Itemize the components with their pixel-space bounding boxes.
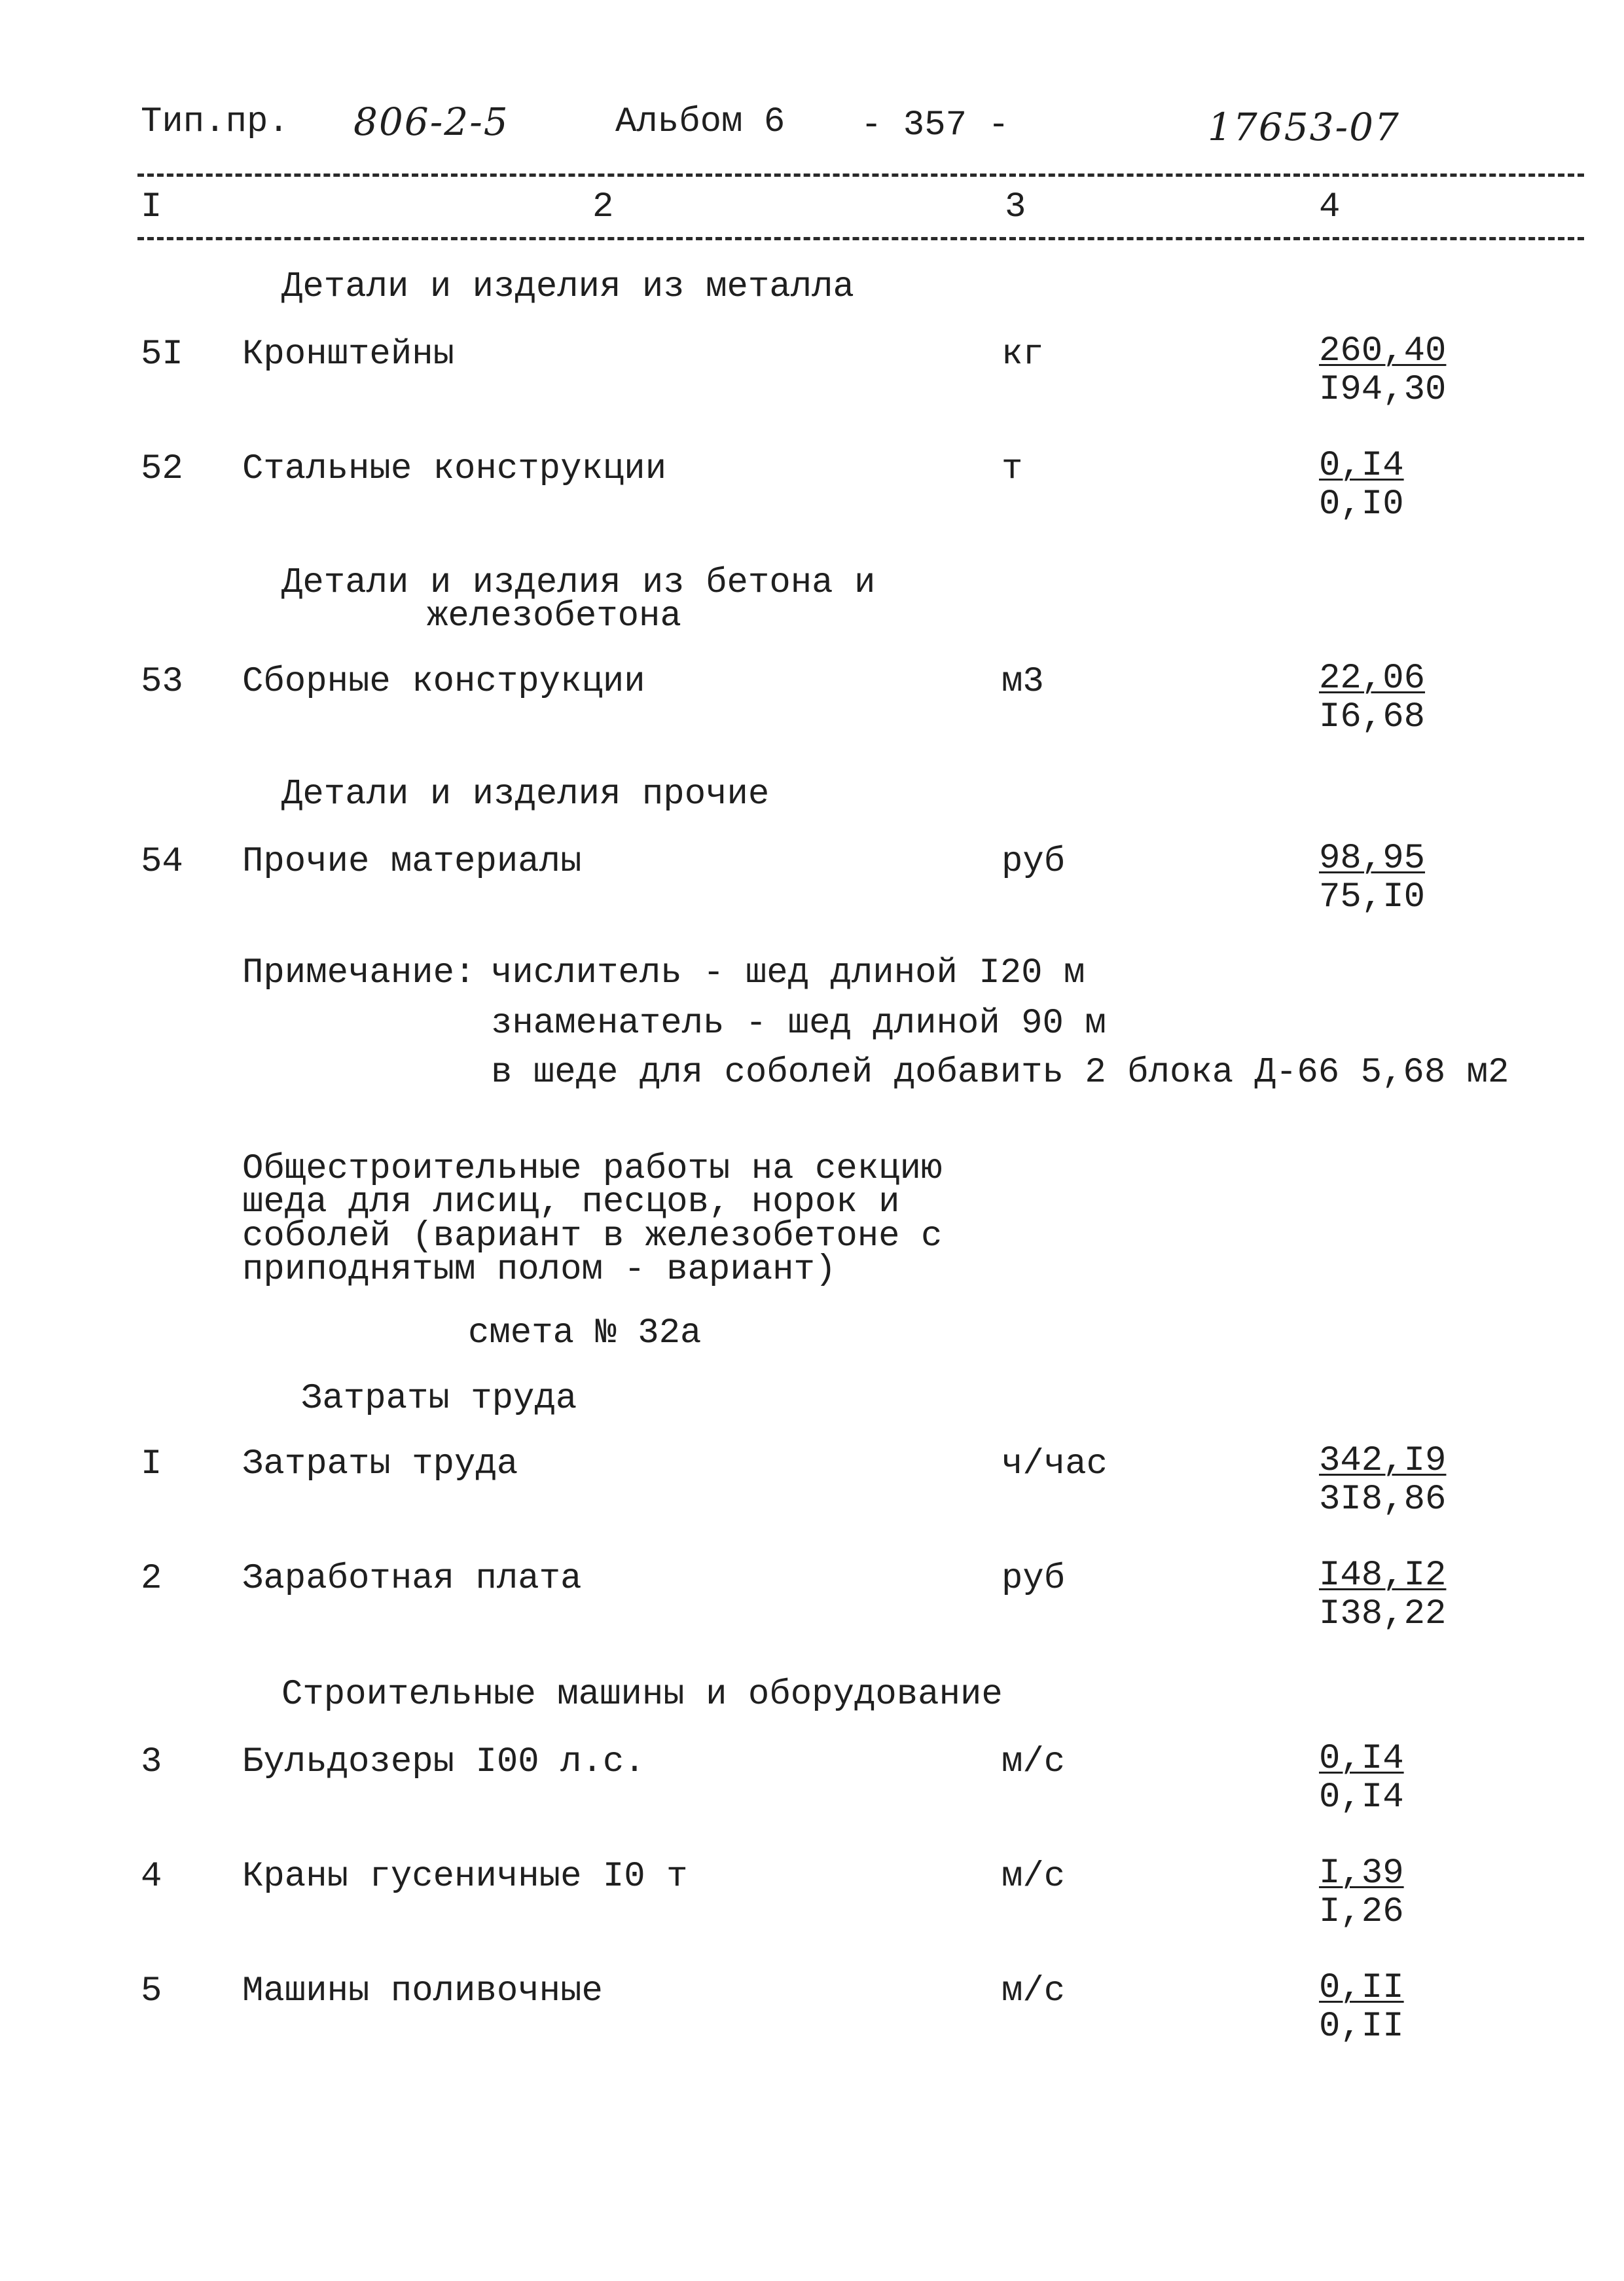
section-heading-concrete [281, 563, 876, 637]
header-divider-bottom [137, 237, 1584, 240]
row-number: 3 [141, 1742, 162, 1782]
row-value [1319, 659, 1463, 737]
value-numerator: I,39 [1319, 1853, 1404, 1893]
column-header-1: I [141, 187, 162, 227]
value-denominator: I38,22 [1319, 1594, 1447, 1635]
row-name: Заработная плата [242, 1559, 582, 1599]
value-numerator: 0,I4 [1319, 1739, 1404, 1779]
value-denominator: I,26 [1319, 1892, 1404, 1933]
row-value [1319, 1556, 1463, 1634]
header-divider-top [137, 173, 1584, 177]
row-value [1319, 1442, 1463, 1520]
row-number: 54 [141, 842, 183, 882]
value-numerator: 0,II [1319, 1968, 1404, 2008]
value-numerator: 22,06 [1319, 659, 1426, 699]
row-number: 2 [141, 1559, 162, 1599]
value-denominator: I94,30 [1319, 370, 1447, 411]
value-denominator: 75,I0 [1319, 877, 1426, 918]
row-name: Краны гусеничные I0 т [242, 1857, 688, 1897]
value-numerator: 342,I9 [1319, 1441, 1447, 1481]
row-name: Прочие материалы [242, 842, 582, 882]
row-name: Машины поливочные [242, 1971, 603, 2011]
value-denominator: 0,I0 [1319, 484, 1404, 525]
section-heading-machines: Строительные машины и оборудование [281, 1675, 1003, 1715]
value-denominator: 0,II [1319, 2007, 1404, 2047]
note-line: числитель - шед длиной I20 м [491, 953, 1085, 993]
row-unit: кг [1001, 335, 1044, 374]
row-name: Бульдозеры I00 л.с. [242, 1742, 645, 1782]
row-number: 52 [141, 449, 183, 489]
row-name: Стальные конструкции [242, 449, 667, 489]
value-denominator: I6,68 [1319, 697, 1426, 738]
document-code: 17653-07 [1208, 105, 1400, 149]
row-name: Кронштейны [242, 335, 455, 374]
column-header-4: 4 [1319, 187, 1341, 227]
section-heading-line: Детали и изделия из бетона и [281, 563, 876, 603]
row-value [1319, 1854, 1463, 1932]
row-number: I [141, 1444, 162, 1484]
row-number: 4 [141, 1857, 162, 1897]
note-line: в шеде для соболей добавить 2 блока Д-66 5,68 м2 [491, 1053, 1509, 1093]
row-number: 53 [141, 662, 183, 702]
column-header-2: 2 [592, 187, 614, 227]
row-unit: т [1001, 449, 1023, 489]
project-code: 806-2-5 [353, 100, 509, 144]
value-numerator: 0,I4 [1319, 446, 1404, 486]
title-line: приподнятым полом - вариант) [242, 1249, 837, 1290]
row-unit: м/с [1001, 1742, 1066, 1782]
row-number: 5I [141, 335, 183, 374]
section-title-block [242, 1149, 943, 1290]
section-heading-other: Детали и изделия прочие [281, 775, 770, 814]
row-name: Затраты труда [242, 1444, 518, 1484]
row-value [1319, 839, 1463, 917]
value-denominator: 0,I4 [1319, 1778, 1404, 1818]
note-label: Примечание: [242, 953, 476, 993]
row-value [1319, 1969, 1463, 2047]
column-header-3: 3 [1005, 187, 1026, 227]
value-numerator: 98,95 [1319, 839, 1426, 879]
section-heading-line: железобетона [427, 596, 681, 637]
row-unit: м/с [1001, 1971, 1066, 2011]
row-value [1319, 332, 1463, 410]
title-line: шеда для лисиц, песцов, норок и [242, 1182, 900, 1223]
title-line: соболей (вариант в железобетоне с [242, 1216, 943, 1256]
value-denominator: 3I8,86 [1319, 1480, 1447, 1520]
row-unit: м/с [1001, 1857, 1066, 1897]
row-value [1319, 1740, 1463, 1817]
type-label: Тип.пр. [141, 102, 289, 142]
row-unit: м3 [1001, 662, 1044, 702]
album-label: Альбом 6 [615, 102, 785, 142]
title-line: Общестроительные работы на секцию [242, 1149, 943, 1189]
row-name: Сборные конструкции [242, 662, 645, 702]
value-numerator: 260,40 [1319, 331, 1447, 371]
row-unit: руб [1001, 842, 1066, 882]
section-heading-labor: Затраты труда [301, 1379, 577, 1419]
row-number: 5 [141, 1971, 162, 2011]
note-line: знаменатель - шед длиной 90 м [491, 1004, 1106, 1044]
row-unit: руб [1001, 1559, 1066, 1599]
row-value [1319, 447, 1463, 524]
value-numerator: I48,I2 [1319, 1556, 1447, 1596]
estimate-number: смета № 32а [468, 1313, 702, 1353]
page-number: - 357 - [861, 105, 1009, 145]
row-unit: ч/час [1001, 1444, 1108, 1484]
section-heading-metal: Детали и изделия из металла [281, 267, 854, 307]
